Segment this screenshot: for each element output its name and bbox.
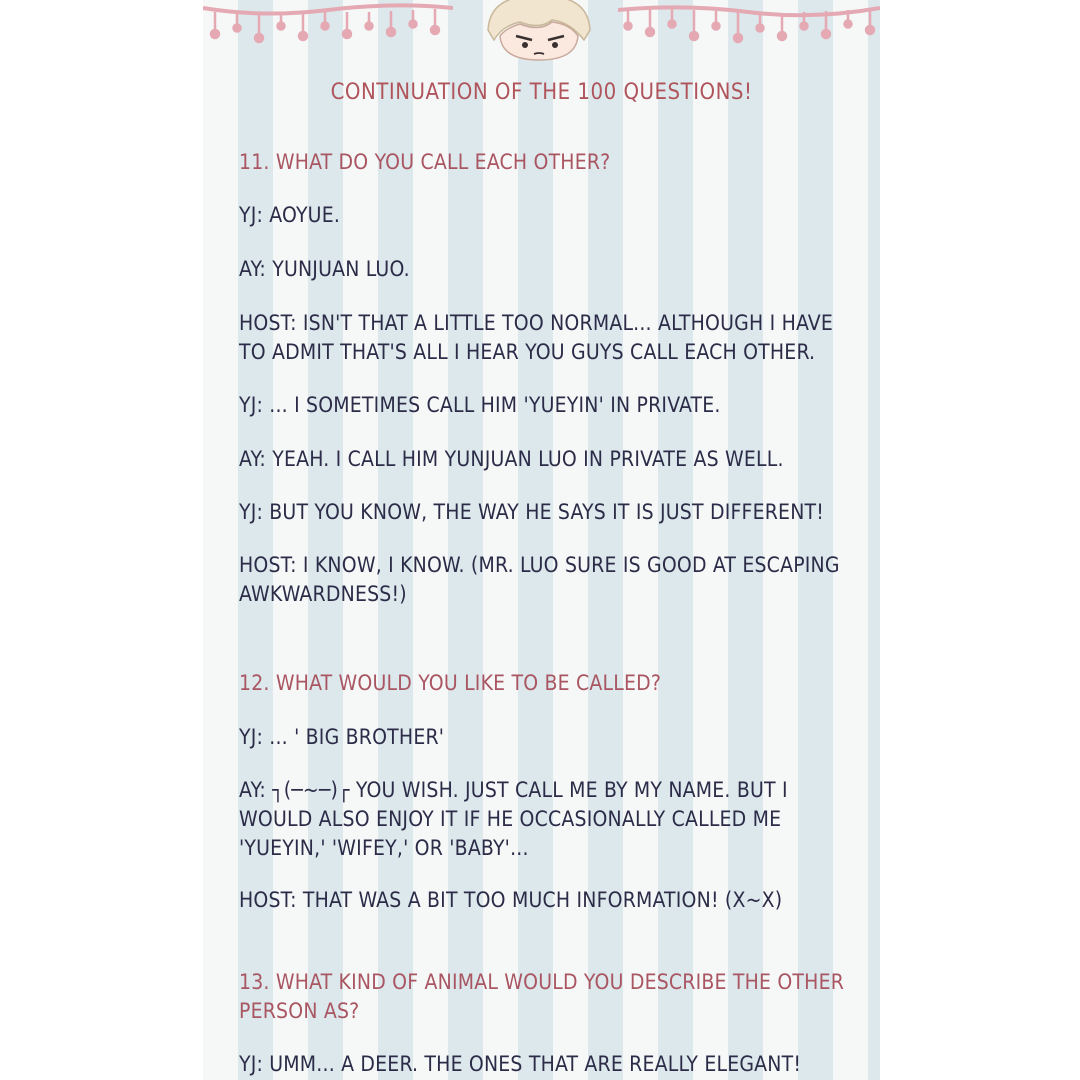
- answer-11-yj-2: YJ: ... I SOMETIMES CALL HIM 'YUEYIN' IN PRIVATE.: [239, 393, 721, 417]
- page-heading: CONTINUATION OF THE 100 QUESTIONS!: [330, 80, 753, 105]
- answer-12-host: HOST: THAT WAS A BIT TOO MUCH INFORMATION! (X~X): [239, 888, 783, 912]
- question-13: 13. WHAT KIND OF ANIMAL WOULD YOU DESCRIBE THE OTHER PERSON AS?: [239, 970, 845, 1023]
- answer-11-yj: YJ: AOYUE.: [239, 203, 341, 227]
- answer-11-host: HOST: ISN'T THAT A LITTLE TOO NORMAL... ALTHOUGH I HAVE TO ADMIT THAT'S ALL I HEAR YOU GUYS CALL EACH OTHER.: [239, 311, 834, 364]
- answer-11-host-2: HOST: I KNOW, I KNOW. (MR. LUO SURE IS GOOD AT ESCAPING AWKWARDNESS!): [239, 553, 840, 606]
- comic-page: [203, 0, 880, 1080]
- answer-11-yj-3: YJ: BUT YOU KNOW, THE WAY HE SAYS IT IS JUST DIFFERENT!: [239, 500, 825, 524]
- answer-13-yj: YJ: UMM... A DEER. THE ONES THAT ARE REALLY ELEGANT!: [239, 1052, 802, 1076]
- chibi-character-avatar: [480, 0, 598, 62]
- question-12: 12. WHAT WOULD YOU LIKE TO BE CALLED?: [239, 671, 662, 695]
- answer-11-ay: AY: YUNJUAN LUO.: [239, 257, 410, 281]
- answer-12-ay: AY: ┐(─~─)┌ YOU WISH. JUST CALL ME BY MY NAME. BUT I WOULD ALSO ENJOY IT IF HE OCCASIONALLY CALLED ME 'YUEYIN,' 'WIFEY,' OR 'BABY'...: [239, 778, 788, 860]
- answer-11-ay-2: AY: YEAH. I CALL HIM YUNJUAN LUO IN PRIVATE AS WELL.: [239, 447, 784, 471]
- garland-left-decoration: [203, 0, 453, 48]
- question-11: 11. WHAT DO YOU CALL EACH OTHER?: [239, 150, 611, 174]
- answer-12-yj: YJ: ... ' BIG BROTHER': [239, 725, 445, 749]
- garland-right-decoration: [618, 0, 880, 48]
